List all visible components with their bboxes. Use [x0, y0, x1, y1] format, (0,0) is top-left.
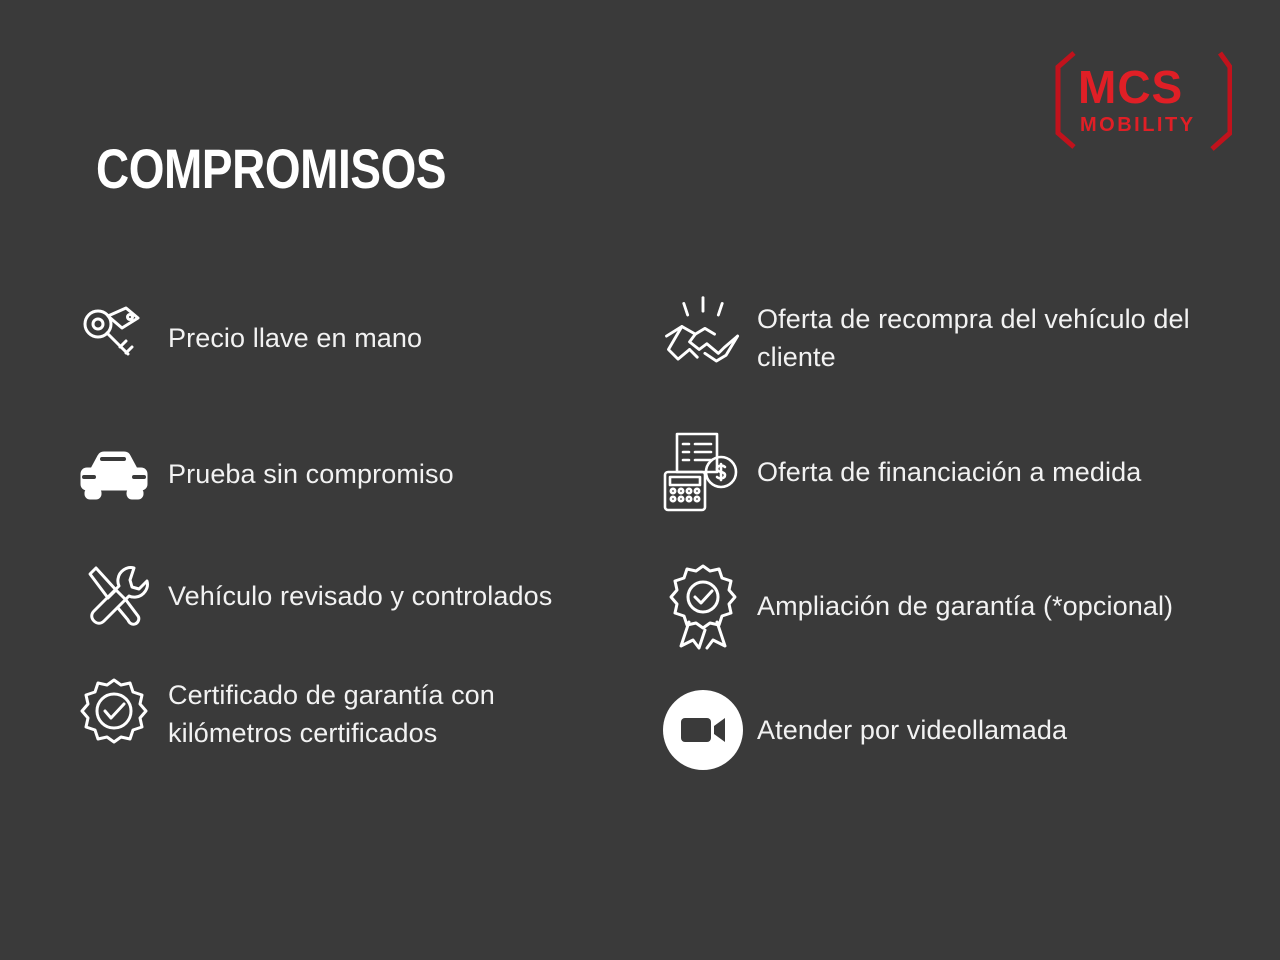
list-item-label: Vehículo revisado y controlados [168, 580, 553, 611]
list-item-label: Certificado de garantía con kilómetros certificados [168, 679, 495, 748]
page-title: COMPROMISOS [96, 137, 447, 200]
check-badge-icon [66, 666, 162, 762]
video-call-icon [655, 682, 751, 778]
commitments-column-right [655, 290, 1215, 812]
list-item [655, 558, 1215, 654]
commitments-column-left [66, 290, 626, 796]
mcs-mobility-logo [1052, 45, 1232, 155]
list-item [66, 548, 626, 644]
list-item [655, 424, 1215, 520]
list-item-label: Oferta de financiación a medida [757, 456, 1142, 487]
award-ribbon-icon [655, 558, 751, 654]
list-item [655, 290, 1215, 386]
handshake-icon [655, 290, 751, 386]
list-item-label: Atender por videollamada [757, 714, 1068, 745]
list-item-label: Ampliación de garantía (*opcional) [757, 590, 1174, 621]
svg-text:MOBILITY: MOBILITY [1080, 114, 1196, 136]
list-item [66, 426, 626, 522]
calculator-invoice-icon [655, 424, 751, 520]
list-item-label: Precio llave en mano [168, 322, 423, 353]
list-item [655, 682, 1215, 778]
svg-text:MCS: MCS [1078, 61, 1184, 113]
tools-icon [66, 548, 162, 644]
list-item [66, 666, 626, 762]
key-tag-icon [66, 290, 162, 386]
list-item [66, 290, 626, 386]
list-item-label: Prueba sin compromiso [168, 458, 454, 489]
car-icon [66, 426, 162, 522]
list-item-label: Oferta de recompra del vehículo del cliente [757, 303, 1190, 372]
